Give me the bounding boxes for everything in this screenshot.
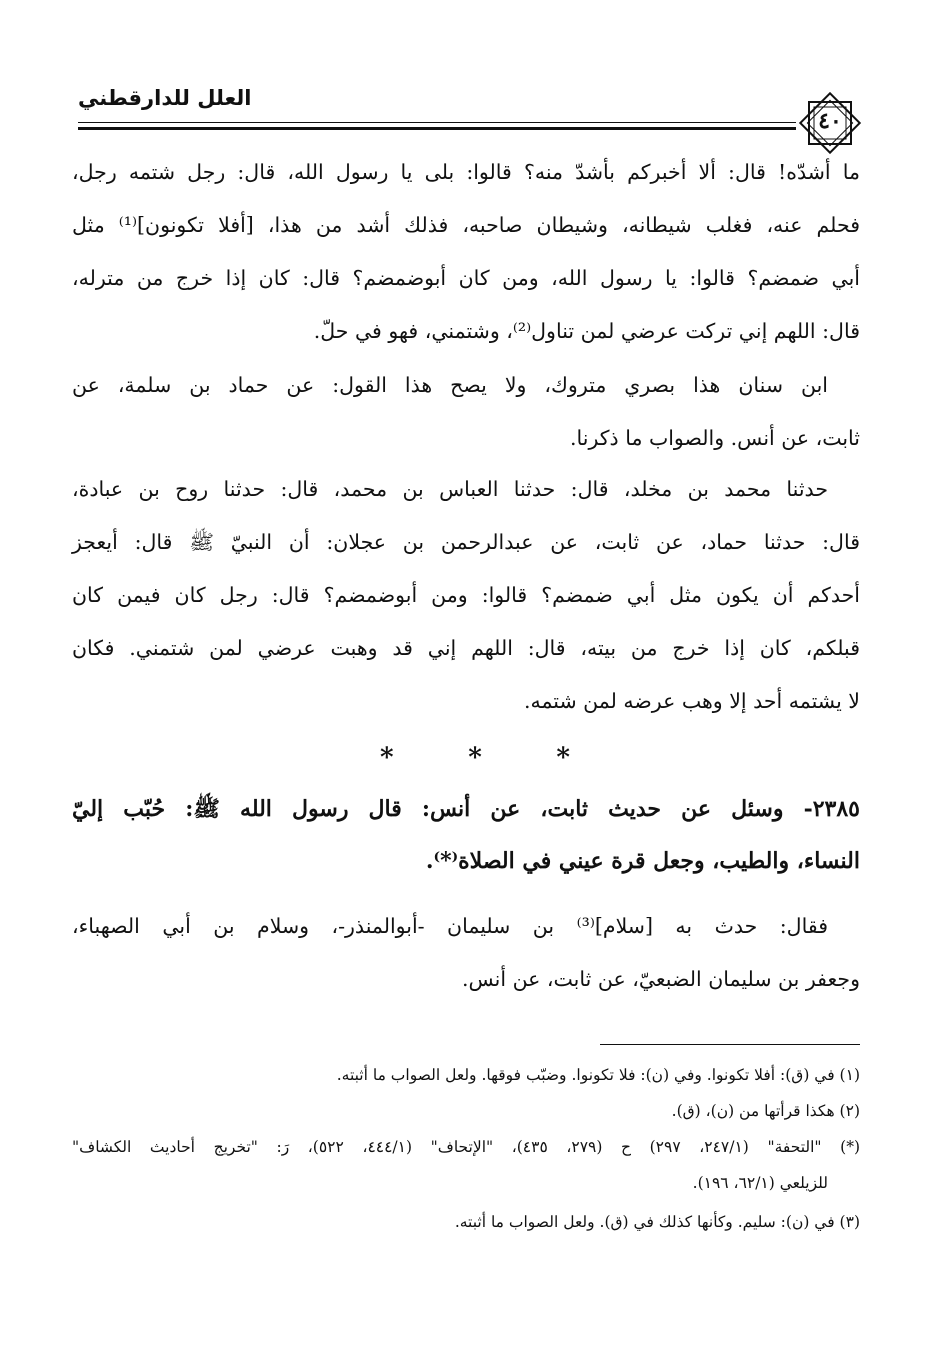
text-line: أحدكم أن يكون مثل أبي ضمضم؟ قالوا: ومن أبوضمضم؟ قال: رجل كان فيمن كان xyxy=(72,583,860,607)
text-line: ابن سنان هذا بصري متروك، ولا يصح هذا القول: عن حماد بن سلمة، عن xyxy=(72,373,828,397)
text-line: قال: اللهم إني تركت عرضي لمن تناول⁽²⁾، وشتمني، فهو في حلّ. xyxy=(313,319,860,343)
hadith-heading-line: ٢٣٨٥- وسئل عن حديث ثابت، عن أنس: قال رسول الله ﷺ: حُبّب إليّ xyxy=(72,796,860,822)
header-rule-thick xyxy=(78,127,796,130)
text-line: أبي ضمضم؟ قالوا: يا رسول الله، ومن كان أبوضمضم؟ قال: كان إذا خرج من مترله، xyxy=(72,266,860,290)
separator-star: * xyxy=(380,743,394,773)
text-line: فقال: حدث به [سلام]⁽³⁾ بن سليمان -أبوالمنذر-، وسلام بن أبي الصهباء، xyxy=(72,914,828,938)
text-line: حدثنا محمد بن مخلد، قال: حدثنا العباس بن محمد، قال: حدثنا روح بن عبادة، xyxy=(72,477,828,501)
page-number: ٤٠ xyxy=(818,108,842,134)
footnote-rule xyxy=(600,1044,860,1045)
section-separator xyxy=(380,743,570,773)
text-line: وجعفر بن سليمان الضبعيّ، عن ثابت، عن أنس. xyxy=(462,967,860,991)
text-line: قبلكم، كان إذا خرج من بيته، قال: اللهم إني قد وهبت عرضي لمن شتمني. فكان xyxy=(72,636,860,660)
running-head-title: العلل للدارقطني xyxy=(78,86,252,110)
footnote: (*) "التحفة" (٢٤٧/١، ٢٩٧) ح (٢٧٩، ٤٣٥)، "الإتحاف" (٤٤٤/١، ٥٢٢)، رَ: "تخريج أحاديث الكشاف" xyxy=(72,1138,861,1156)
header-rule-thin xyxy=(78,122,796,123)
text-line: فحلم عنه، فغلب شيطانه، وشيطان صاحبه، فذلك أشد من هذا، [أفلا تكونون]⁽¹⁾ مثل xyxy=(72,213,860,237)
text-line: لا يشتمه أحد إلا وهب عرضه لمن شتمه. xyxy=(523,689,860,713)
separator-star: * xyxy=(556,743,570,773)
separator-star: * xyxy=(468,743,482,773)
footnote-continuation: للزيلعي (٦٢/١، ١٩٦). xyxy=(692,1174,828,1192)
footnote: (١) في (ق): أفلا تكونوا. وفي (ن): فلا تكونوا. وضبّب فوقها. ولعل الصواب ما أثبته. xyxy=(336,1066,860,1084)
footnote: (٢) هكذا قرأتها من (ن)، (ق). xyxy=(671,1102,860,1120)
text-line: ما أشدّه! قال: ألا أخبركم بأشدّ منه؟ قالوا: بلى يا رسول الله، قال: رجل شتمه رجل، xyxy=(72,160,860,184)
hadith-heading-line: النساء، والطيب، وجعل قرة عيني في الصلاة⁽*⁾. xyxy=(425,848,860,874)
footnote: (٣) في (ن): سليم. وكأنها كذلك في (ق). ولعل الصواب ما أثبته. xyxy=(454,1213,860,1231)
text-line: ثابت، عن أنس. والصواب ما ذكرنا. xyxy=(570,426,860,450)
text-line: قال: حدثنا حماد، عن ثابت، عن عبدالرحمن بن عجلان: أن النبيّ ﷺ قال: أيعجز xyxy=(72,530,860,554)
